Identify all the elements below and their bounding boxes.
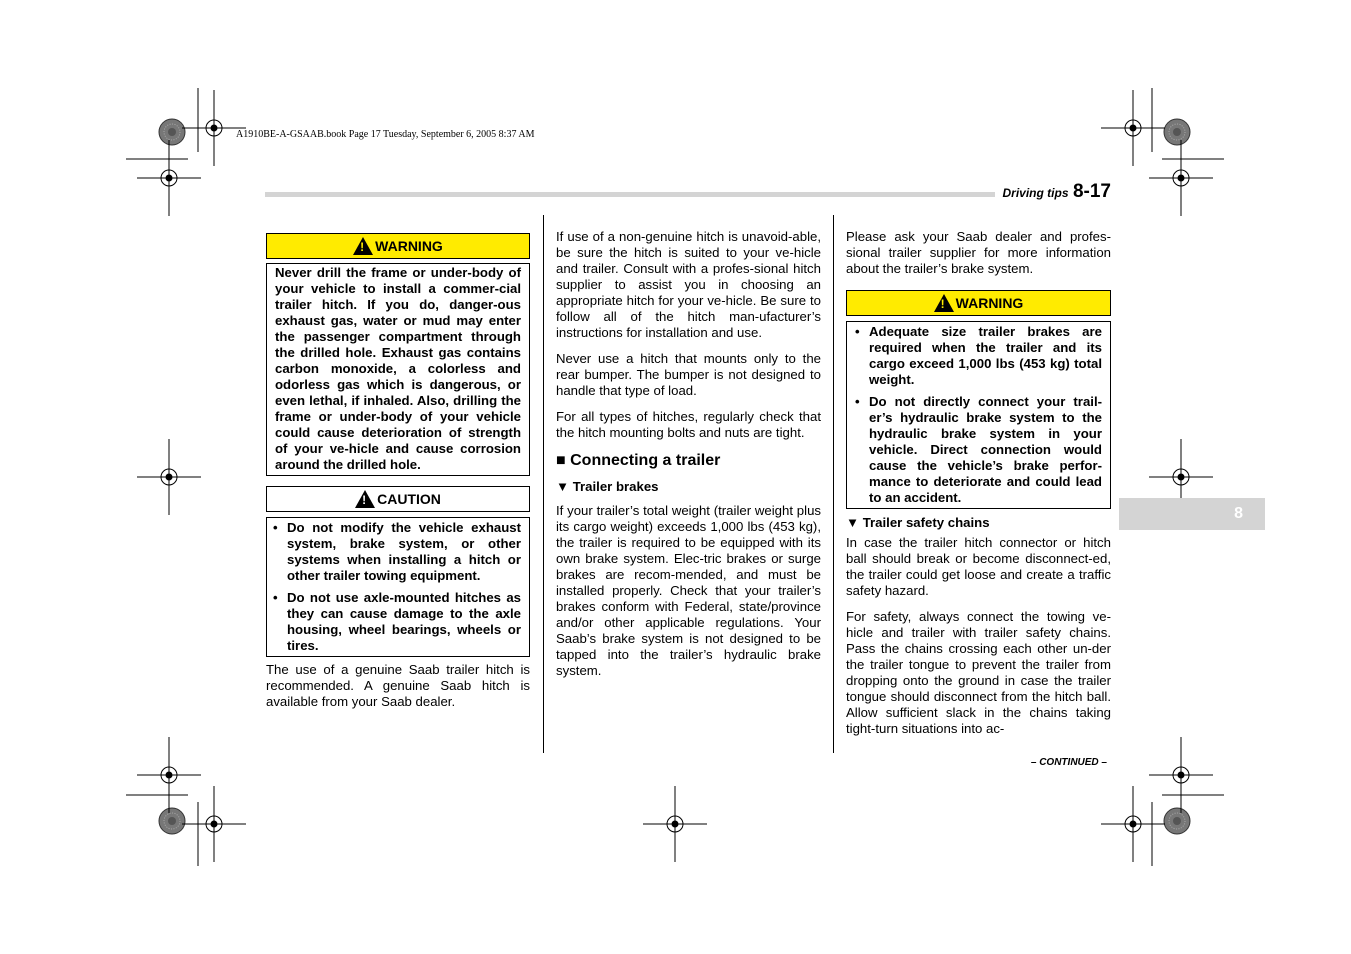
caution-box <box>266 517 530 657</box>
paragraph: For safety, always connect the towing ve-hicle and trailer with trailer safety chains. Pass the chains crossing each other un-der the trailer tongue to prevent the trailer from dropping onto the ground in case the trailer tongue should disconnect from the hitch ball. Allow sufficient slack in the chains taking tight-turn situations into ac- <box>846 609 1111 736</box>
column-2 <box>556 229 821 689</box>
column-divider-2 <box>833 215 834 753</box>
list-item: • Do not modify the vehicle exhaust system, brake system, or other systems when installing a hitch or other trailer towing equipment. <box>273 520 521 584</box>
paragraph: In case the trailer hitch connector or hitch ball should break or become disconnect-ed, the trailer could get loose and create a traffic safety hazard. <box>846 535 1111 598</box>
header-rule <box>265 192 995 197</box>
paragraph: If use of a non-genuine hitch is unavoid-able, be sure the hitch is suited to your ve-hicle and trailer. Consult with a profes-sional hitch supplier to assist you in choosing an appropriate hitch for your ve-hicle. Be sure to follow all of the hitch man-ufacturer’s instructions for installation and use. <box>556 229 821 340</box>
section-heading: ■ Connecting a trailer <box>556 452 721 469</box>
section-name: Driving tips <box>1002 186 1069 200</box>
paragraph: Never use a hitch that mounts only to the rear bumper. The bumper is not designed to handle that type of load. <box>556 351 821 398</box>
list-item: • Adequate size trailer brakes are required when the trailer and its cargo exceed 1,000 lbs (453 kg) total weight. <box>855 324 1102 388</box>
warning-header <box>266 233 530 259</box>
paragraph: For all types of hitches, regularly check that the hitch mounting bolts and nuts are tight. <box>556 409 821 440</box>
list-item: • Do not use axle-mounted hitches as they can cause damage to the axle housing, wheel bearings, wheels or tires. <box>273 590 521 654</box>
warning-box <box>846 321 1111 509</box>
warning-text: Never drill the frame or under-body of your vehicle to install a commer-cial trailer hitch. If you do, danger-ous exhaust gas, water or mud may enter the passenger compartment through the drilled hole. Exhaust gas contains carbon monoxide, a colorless and odorless gas which is dangerous, or even lethal, if inhaled. Also, drilling the frame or under-body of your vehicle could cause deterioration of strength of your ve-hicle and cause corrosion around the drilled hole. <box>275 265 521 472</box>
chapter-tab <box>1119 498 1265 530</box>
warning-title: WARNING <box>375 238 443 254</box>
warning-title: WARNING <box>955 295 1024 311</box>
warning-icon <box>353 237 373 255</box>
column-3 <box>846 229 1111 747</box>
page-number: 8-17 <box>1072 181 1111 202</box>
running-header <box>1003 181 1112 203</box>
paragraph: Please ask your Saab dealer and profes-sional trailer supplier for more information about the trailer’s brake system. <box>846 229 1111 276</box>
warning-header <box>846 290 1111 316</box>
caution-title: CAUTION <box>377 491 441 507</box>
paragraph: If your trailer’s total weight (trailer weight plus its cargo weight) exceeds 1,000 lbs (453 kg), the trailer is required to be equipped with its own brake system. Elec-tric brakes or surge brakes are recom-mended, and must be installed properly. Check that your trailer’s brakes conform with Federal, state/province and/or other applicable regulations. Your Saab’s brake system is not designed to be tapped into the trailer’s hydraulic brake system. <box>556 503 821 678</box>
list-item: • Do not directly connect your trail-er’s hydraulic brake system to the hydraulic brake system in your vehicle. Direct connection would cause the vehicle’s brake perfor-mance to deteriorate and could lead to an accident. <box>855 394 1102 506</box>
print-info-line: A1910BE-A-GSAAB.book Page 17 Tuesday, September 6, 2005 8:37 AM <box>236 129 535 140</box>
column-1 <box>266 233 530 720</box>
continued-label: – CONTINUED – <box>1030 757 1107 768</box>
subsection-heading: ▼ Trailer brakes <box>556 479 659 494</box>
chapter-number: 8 <box>1234 505 1243 522</box>
subsection-heading: ▼ Trailer safety chains <box>846 515 990 530</box>
warning-box <box>266 263 530 476</box>
caution-header <box>266 486 530 512</box>
paragraph: The use of a genuine Saab trailer hitch is recommended. A genuine Saab hitch is available from your Saab dealer. <box>266 662 530 709</box>
caution-icon <box>355 490 375 508</box>
warning-icon <box>934 294 954 312</box>
column-divider-1 <box>543 215 544 753</box>
